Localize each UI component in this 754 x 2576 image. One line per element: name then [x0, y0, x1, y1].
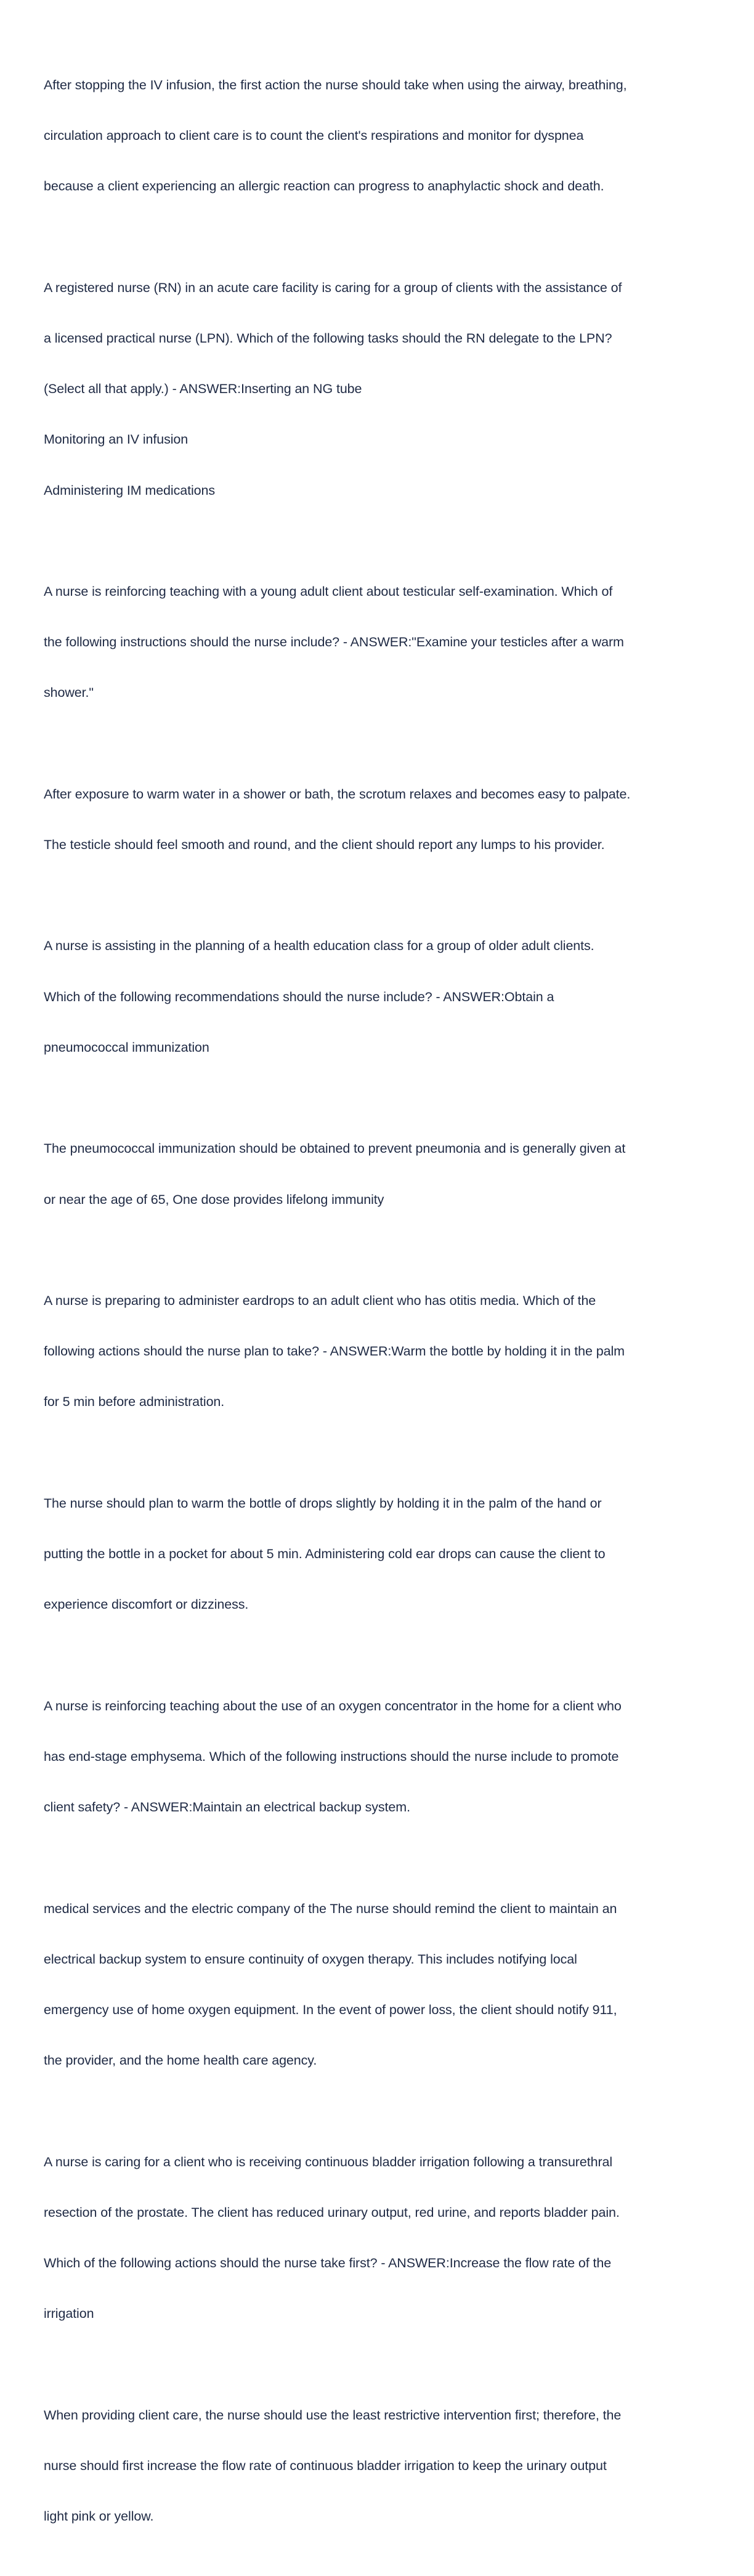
paragraph-1	[44, 43, 709, 229]
text-line: shower."	[44, 685, 94, 701]
paragraph-2	[44, 246, 709, 533]
paragraph-7	[44, 1259, 709, 1444]
text-line: or near the age of 65, One dose provides lifelong immunity	[44, 1192, 384, 1207]
text-line: After exposure to warm water in a shower or bath, the scrotum relaxes and becomes easy to palpate.	[44, 786, 631, 802]
text-line: A nurse is reinforcing teaching about the use of an oxygen concentrator in the home for a client who	[44, 1698, 622, 1713]
text-line: following actions should the nurse plan to take? - ANSWER:Warm the bottle by holding it in the palm	[44, 1344, 625, 1359]
text-line: for 5 min before administration.	[44, 1394, 225, 1410]
text-line: A nurse is caring for a client who is receiving continuous bladder irrigation following a transurethral	[44, 2154, 613, 2169]
text-line: A nurse is preparing to administer eardrops to an adult client who has otitis media. Which of the	[44, 1293, 596, 1308]
text-line: Which of the following actions should the nurse take first? - ANSWER:Increase the flow rate of the	[44, 2256, 612, 2271]
text-line: circulation approach to client care is to count the client's respirations and monitor for dyspnea	[44, 128, 584, 144]
text-line: has end-stage emphysema. Which of the following instructions should the nurse include to promote	[44, 1749, 619, 1764]
text-line: A nurse is assisting in the planning of a health education class for a group of older adult clients.	[44, 938, 594, 954]
paragraph-3	[44, 550, 709, 735]
text-line: experience discomfort or dizziness.	[44, 1597, 249, 1612]
text-line: putting the bottle in a pocket for about 5 min. Administering cold ear drops can cause the client to	[44, 1546, 606, 1562]
text-line: the provider, and the home health care agency.	[44, 2053, 317, 2068]
paragraph-8	[44, 1461, 709, 1647]
text-line: pneumococcal immunization	[44, 1039, 209, 1055]
text-line: a licensed practical nurse (LPN). Which of the following tasks should the RN delegate to the LPN?	[44, 330, 612, 346]
text-line: Which of the following recommendations should the nurse include? - ANSWER:Obtain a	[44, 989, 554, 1004]
paragraph-5	[44, 904, 709, 1090]
text-line: irrigation	[44, 2306, 94, 2322]
paragraph-10	[44, 1867, 709, 2103]
text-line: The testicle should feel smooth and round, and the client should report any lumps to his provider.	[44, 837, 605, 853]
text-line: Administering IM medications	[44, 482, 216, 498]
text-line: electrical backup system to ensure continuity of oxygen therapy. This includes notifying local	[44, 1951, 577, 1967]
text-line: The nurse should plan to warm the bottle of drops slightly by holding it in the palm of the hand or	[44, 1495, 602, 1511]
text-line: medical services and the electric company of the The nurse should remind the client to maintain an	[44, 1901, 617, 1916]
text-line: (Select all that apply.) - ANSWER:Inserting an NG tube	[44, 381, 362, 397]
text-line: because a client experiencing an allergic reaction can progress to anaphylactic shock and death.	[44, 179, 604, 194]
text-line: The pneumococcal immunization should be obtained to prevent pneumonia and is generally given at	[44, 1141, 626, 1156]
text-line: After stopping the IV infusion, the first action the nurse should take when using the airway, breathing,	[44, 77, 627, 92]
text-line: nurse should first increase the flow rate of continuous bladder irrigation to keep the urinary output	[44, 2458, 607, 2473]
text-line: emergency use of home oxygen equipment. In the event of power loss, the client should notify 911,	[44, 2002, 617, 2017]
text-line: When providing client care, the nurse should use the least restrictive intervention first; therefore, the	[44, 2407, 622, 2423]
text-line: resection of the prostate. The client has reduced urinary output, red urine, and reports bladder pain.	[44, 2204, 620, 2220]
text-line: light pink or yellow.	[44, 2509, 154, 2524]
paragraph-4	[44, 752, 709, 887]
text-line: A nurse is reinforcing teaching with a young adult client about testicular self-examination. Which of	[44, 583, 613, 599]
document-page	[44, 43, 709, 2576]
text-line: the following instructions should the nurse include? - ANSWER:"Examine your testicles after a warm	[44, 635, 624, 650]
paragraph-6	[44, 1107, 709, 1242]
text-line: client safety? - ANSWER:Maintain an electrical backup system.	[44, 1800, 410, 1815]
paragraph-12	[44, 2373, 709, 2559]
text-line: Monitoring an IV infusion	[44, 432, 188, 447]
paragraph-11	[44, 2120, 709, 2357]
text-line: A registered nurse (RN) in an acute care facility is caring for a group of clients with the assistance of	[44, 280, 622, 295]
paragraph-9	[44, 1664, 709, 1850]
